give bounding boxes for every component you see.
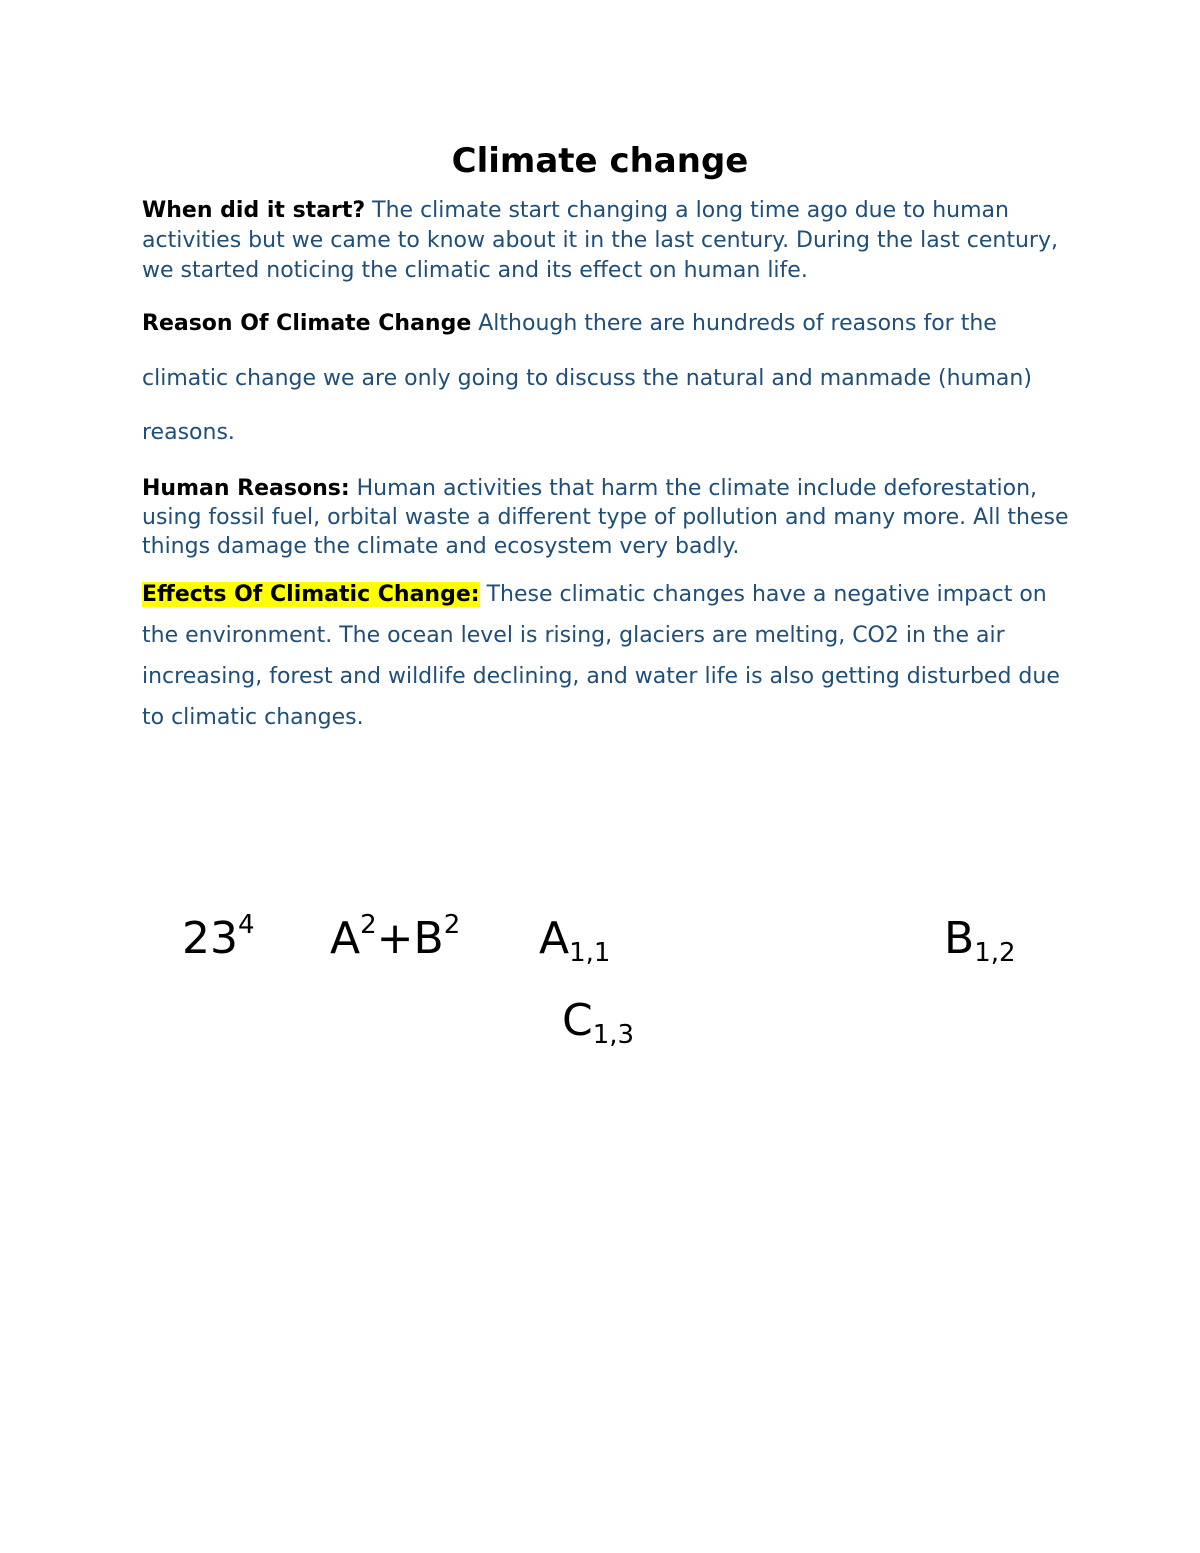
highlighted-label <box>142 582 480 607</box>
paragraph-text: The climate start changing a long time ago due to human activities but we came to know about it in the last century. During the last century, we started noticing the climatic and its effect on human life. <box>142 198 1058 283</box>
expression-superscript: 2 <box>360 910 377 940</box>
expression-b-sub-1-2 <box>944 913 1016 968</box>
paragraph-when-did-it-start <box>142 196 1072 286</box>
expression-superscript: 4 <box>238 910 255 940</box>
expression-23-power-4 <box>182 910 255 964</box>
expression-base: C <box>562 995 593 1046</box>
expression-base: A <box>330 913 361 964</box>
expression-operator: + <box>376 913 414 964</box>
paragraph-label: When did it start? <box>142 198 366 223</box>
paragraph-text: Human activities that harm the climate include deforestation, using fossil fuel, orbital waste a different type of pollution and many more. All these things damage the climate and ecosystem very badly. <box>142 476 1069 559</box>
expression-base: B <box>944 913 975 964</box>
expression-base: 23 <box>182 913 238 964</box>
paragraph-effects-of-climatic-change <box>142 574 1072 738</box>
expression-subscript: 1,3 <box>592 1020 635 1050</box>
paragraph-text: These climatic changes have a negative impact on the environment. The ocean level is rising, glaciers are melting, CO2 in the air increasing, forest and wildlife declining, and water life is also getting disturbed due to climatic changes. <box>142 582 1060 730</box>
label-colon: : <box>470 582 480 607</box>
paragraph-label: Human Reasons: <box>142 476 350 501</box>
paragraph-label: Reason Of Climate Change <box>142 311 472 336</box>
paragraph-human-reasons <box>142 474 1072 561</box>
paragraph-label: Effects Of Climatic Change <box>142 582 471 607</box>
expression-subscript: 1,1 <box>569 938 611 968</box>
expression-base: A <box>539 913 570 964</box>
expression-superscript: 2 <box>443 910 461 940</box>
expression-a-squared-plus-b-squared <box>330 910 461 964</box>
expression-subscript: 1,2 <box>974 938 1016 968</box>
expression-c-sub-1-3 <box>562 995 635 1050</box>
expression-a-sub-1-1 <box>539 913 611 968</box>
page-title: Climate change <box>451 141 749 181</box>
paragraph-reason-of-climate-change <box>142 297 1072 461</box>
expression-base: B <box>413 913 444 964</box>
paragraph-text: Although there are hundreds of reasons for the climatic change we are only going to discuss the natural and manmade (human) reasons. <box>142 311 1032 445</box>
